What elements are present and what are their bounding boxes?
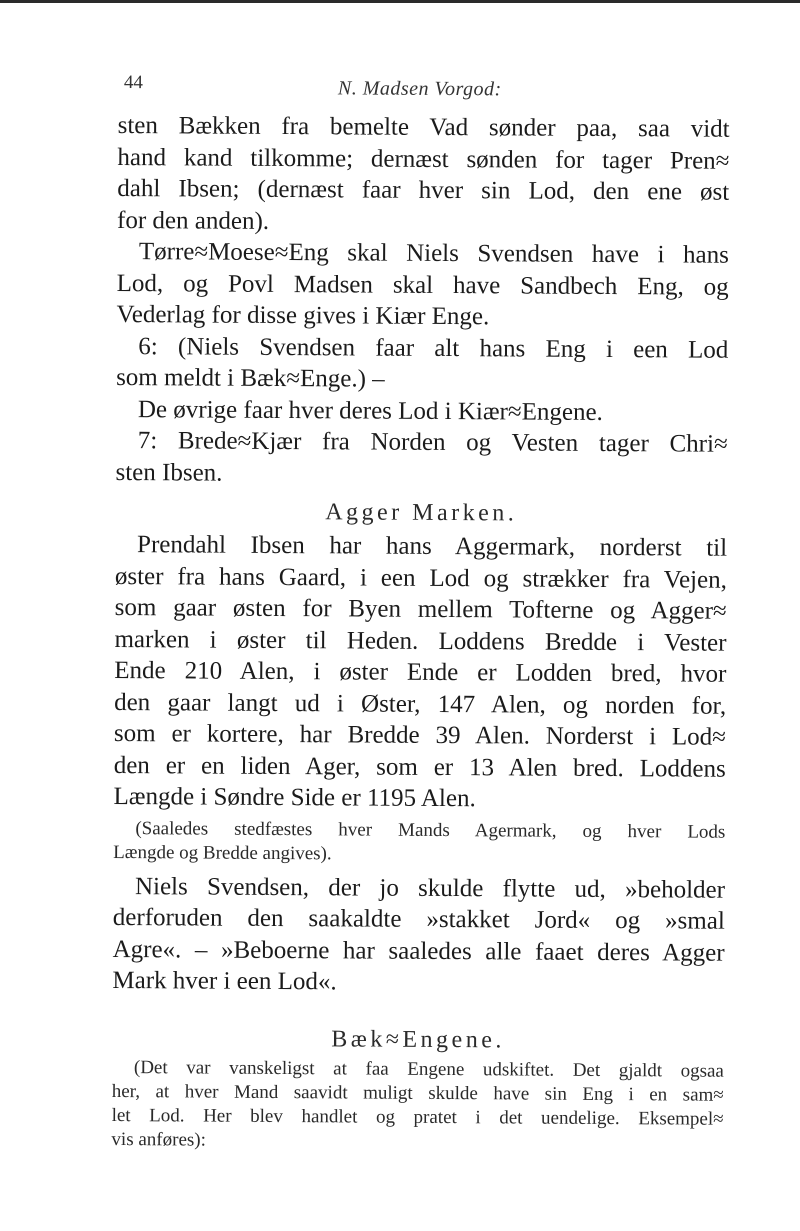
text-line: (Det var vanskeligst at faa Engene udskiftet. Det gjaldt ogsaa: [133, 1056, 724, 1082]
text-line: som meldt i Bæk≈Enge.) –: [116, 363, 385, 393]
text-line: den gaar langt ud i Øster, 147 Alen, og norden for,: [114, 688, 727, 720]
paragraph-aggermark: [113, 529, 727, 816]
text-line: den er en liden Ager, som er 13 Alen bred. Loddens: [113, 751, 726, 783]
note-engene: [111, 1055, 724, 1155]
text-line: Mark hver i een Lod«.: [112, 966, 337, 996]
text-line: vis anføres):: [111, 1128, 206, 1151]
running-title: N. Madsen Vorgod:: [337, 77, 502, 101]
text-line: Længde og Bredde angives).: [113, 841, 332, 864]
text-line: øster fra hans Gaard, i een Lod og strækker fra Vejen,: [114, 562, 727, 594]
section-heading-agger-marken: Agger Marken.: [325, 499, 518, 527]
top-rule: [0, 0, 800, 3]
text-line: derforuden den saakaldte »stakket Jord« og »smal: [112, 903, 725, 935]
page-number: 44: [123, 72, 143, 94]
text-line: Ende 210 Alen, i øster Ende er Lodden bred, hvor: [114, 656, 727, 688]
page-header: [118, 70, 730, 114]
text-line: marken i øster til Heden. Loddens Bredde i Vester: [114, 625, 727, 657]
text-line: Agre«. – »Beboerne har saaledes alle faaet deres Agger: [112, 935, 725, 967]
book-page: [111, 70, 730, 1161]
section-heading-baek-engene: Bæk≈Engene.: [331, 1025, 505, 1053]
text-line: hand kand tilkomme; dernæst sønden for tager Pren≈: [117, 143, 730, 175]
note-stedfaestes: [113, 816, 725, 868]
text-line: Lod, og Povl Madsen skal have Sandbech Eng, og: [116, 269, 729, 301]
text-line: 7: Brede≈Kjær fra Norden og Vesten tager Chri≈: [137, 427, 728, 458]
section-gap: [112, 996, 724, 1018]
text-line: Tørre≈Moese≈Eng skal Niels Svendsen have i hans: [138, 238, 729, 269]
paragraph-niels-svendsen: [112, 870, 725, 1000]
text-line: dahl Ibsen; (dernæst faar hver sin Lod, den ene øst: [117, 174, 730, 206]
paragraph-ovrige: [116, 393, 728, 428]
paragraph-7: [115, 425, 727, 492]
text-line: som er kortere, har Bredde 39 Alen. Norderst i Lod≈: [113, 719, 727, 751]
text-line: (Saaledes stedfæstes hver Mands Agermark, og hver Lods: [135, 817, 726, 843]
text-line: Vederlag for disse gives i Kiær Enge.: [116, 300, 490, 331]
paragraph-6: [116, 330, 728, 397]
text-line: Niels Svendsen, der jo skulde flytte ud, »beholder: [134, 872, 726, 904]
text-line: De øvrige faar hver deres Lod i Kiær≈Engene.: [137, 395, 603, 426]
text-line: her, at hver Mand saavidt muligt skulde have sin Eng i en sam≈: [111, 1080, 724, 1106]
text-line: let Lod. Her blev handlet og pratet i det uendelige. Eksempel≈: [111, 1104, 724, 1130]
text-line: for den anden).: [117, 206, 270, 235]
text-line: Længde i Søndre Side er 1195 Alen.: [113, 782, 476, 813]
text-line: sten Bækken fra bemelte Vad sønder paa, saa vidt: [117, 111, 730, 143]
text-line: som gaar østen for Byen mellem Tofterne og Agger≈: [114, 593, 727, 625]
text-line: sten Ibsen.: [115, 458, 223, 487]
text-line: 6: (Niels Svendsen faar alt hans Eng i een Lod: [138, 332, 729, 364]
paragraph-torre-moese-eng: [116, 236, 729, 334]
text-line: Prendahl Ibsen har hans Aggermark, norderst til: [137, 531, 728, 562]
paragraph-continuation: [117, 110, 730, 240]
